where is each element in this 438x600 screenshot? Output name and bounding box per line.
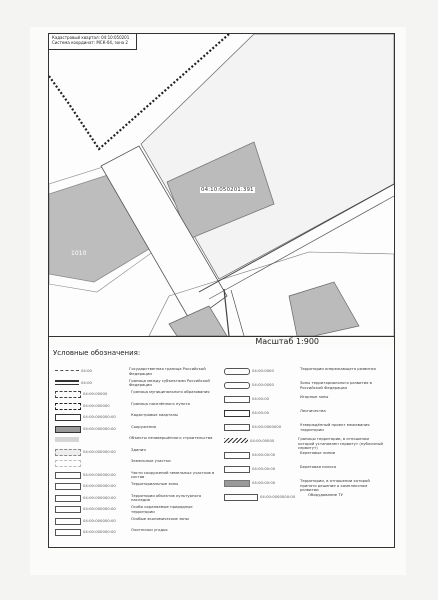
legend-left-item (55, 448, 146, 458)
legend-label: Границы территории, в отношении которой установлен сервитут (публичный сервитут) (298, 436, 383, 451)
legend (48, 347, 395, 548)
cadastral-map[interactable] (48, 33, 395, 337)
legend-code: 04:00:00 (252, 396, 270, 401)
legend-code: 04:00:00:00 (252, 452, 276, 457)
legend-code: 04:00:00:00 (252, 466, 276, 471)
legend-label: Объекты незавершённого строительства (129, 435, 213, 440)
parcel-label: 04:10:050201:391 (201, 187, 254, 193)
map-header (49, 34, 137, 50)
legend-left-item (55, 436, 212, 446)
legend-swatch (55, 391, 81, 398)
legend-right-item (224, 436, 383, 451)
legend-label: Утверждённый проект межевания территории (300, 422, 370, 432)
legend-swatch (55, 380, 79, 385)
legend-left-item (55, 494, 216, 504)
legend-label: Государственная граница Российской Федерации (129, 366, 206, 376)
legend-swatch (55, 506, 81, 513)
legend-label: Территориальные зоны (131, 481, 179, 486)
legend-label: Игорные зоны (300, 394, 329, 399)
legend-code: 04:00:000000 (83, 402, 110, 408)
legend-left-item (55, 528, 168, 538)
legend-left-item (55, 390, 210, 400)
legend-label: Территории, в отношении которой принято решение о комплексном развитии (300, 478, 370, 493)
legend-code: 04:00:000000:00 (83, 529, 116, 534)
legend-label: Оборудование ТУ (308, 492, 343, 497)
legend-swatch (224, 382, 250, 389)
legend-swatch (55, 370, 79, 371)
legend-right-item (224, 478, 385, 493)
legend-label: Территории опережающего развития (300, 366, 376, 371)
legend-code: 04:00:000000:00 (83, 506, 116, 511)
legend-left-item (55, 402, 190, 412)
legend-left-item (55, 482, 178, 492)
legend-swatch (55, 495, 81, 502)
legend-swatch (55, 472, 81, 479)
legend-swatch (224, 480, 250, 487)
map-canvas (49, 34, 394, 336)
legend-left-item (55, 471, 216, 481)
scale-text: Масштаб 1:900 (255, 337, 319, 346)
legend-label: Граница населённого пункта (131, 400, 190, 406)
legend-left-item (55, 459, 171, 469)
legend-code: 04:00:000000:00 (83, 494, 116, 500)
legend-right-item (224, 395, 328, 405)
legend-swatch (224, 494, 258, 501)
legend-code: 04:00:00000 (83, 391, 108, 396)
legend-code: 04:00:0000000:00 (260, 494, 296, 499)
legend-left-item (55, 505, 216, 515)
header-line-2: Система координат: МСК-04, зона 2 (52, 40, 128, 45)
legend-left-item (55, 425, 156, 435)
legend-label: Береговые линии (300, 450, 336, 455)
legend-code: 04:00:0000 (252, 382, 274, 387)
legend-label: Сооружения (131, 423, 156, 429)
legend-right-item (224, 465, 336, 475)
legend-code: 04:00:000000:00 (83, 483, 116, 488)
legend-right-item (224, 451, 335, 461)
legend-swatch (224, 466, 250, 473)
legend-code: 04:00:00 (252, 410, 270, 415)
legend-swatch (224, 410, 250, 417)
legend-label: Граница между субъектами Российской Федерации (129, 377, 210, 388)
legend-label: Береговая полоса (300, 464, 337, 469)
legend-right-item (224, 423, 385, 433)
legend-code: 04:00:0000000 (252, 424, 282, 429)
legend-label: Зоны территориального развития в Российской Федерации (300, 380, 372, 390)
legend-label: Кадастровые кварталы (131, 412, 179, 417)
legend-code: 04:00:000000:00 (83, 517, 116, 523)
legend-swatch (55, 403, 81, 410)
legend-swatch (55, 414, 81, 421)
legend-left-item (55, 517, 189, 527)
legend-right-item (224, 367, 376, 377)
legend-label: Здания (131, 446, 146, 452)
building-lower-right (289, 282, 359, 336)
legend-swatch (224, 438, 248, 443)
legend-title: Условные обозначения: (53, 349, 141, 357)
legend-label: Части сооружений земельных участков в состав (131, 469, 215, 480)
legend-code: 04:00:00:00 (252, 480, 276, 485)
legend-label: Лесничества (300, 408, 326, 413)
legend-swatch (55, 460, 81, 467)
legend-swatch (55, 449, 81, 456)
legend-swatch (55, 483, 81, 490)
legend-swatch (224, 424, 250, 431)
legend-left-item (55, 367, 214, 377)
legend-label: Особые экономические зоны (131, 515, 189, 521)
legend-left-item (55, 379, 214, 389)
building-label: 1010 (71, 250, 87, 257)
legend-label: Особо охраняемые природные территории (131, 504, 193, 514)
legend-right-item (224, 381, 385, 391)
legend-code: 04:00:000000:00 (83, 471, 116, 477)
legend-code: 04:00:000000:00 (83, 414, 116, 419)
legend-swatch (224, 368, 250, 375)
legend-swatch (224, 452, 250, 459)
legend-code: 04:00:00000 (250, 438, 275, 443)
legend-left-item (55, 413, 178, 423)
legend-swatch (224, 396, 250, 403)
legend-swatch (55, 437, 79, 442)
legend-code: 04:00:000000:00 (83, 425, 116, 431)
legend-label: Охотничьи угодья (131, 527, 168, 532)
legend-right-item (224, 409, 326, 419)
legend-right-item (224, 493, 343, 503)
legend-swatch (55, 518, 81, 525)
legend-code: 04:00:000000:00 (83, 448, 116, 454)
legend-label: Территории объектов культурного наследия (131, 492, 202, 503)
legend-swatch (55, 426, 81, 433)
legend-code: 04:00 (81, 379, 92, 385)
legend-swatch (55, 529, 81, 536)
header-line-1: Кадастровый квартал: 04:10:050201 (52, 35, 130, 40)
legend-label: Граница муниципального образования (131, 389, 210, 394)
legend-code: 04:00 (81, 368, 92, 373)
road-line-4 (231, 290, 244, 336)
legend-label: Земельные участки (131, 458, 171, 463)
scale-bar (48, 335, 395, 347)
legend-code: 04:00:0000 (252, 368, 274, 373)
